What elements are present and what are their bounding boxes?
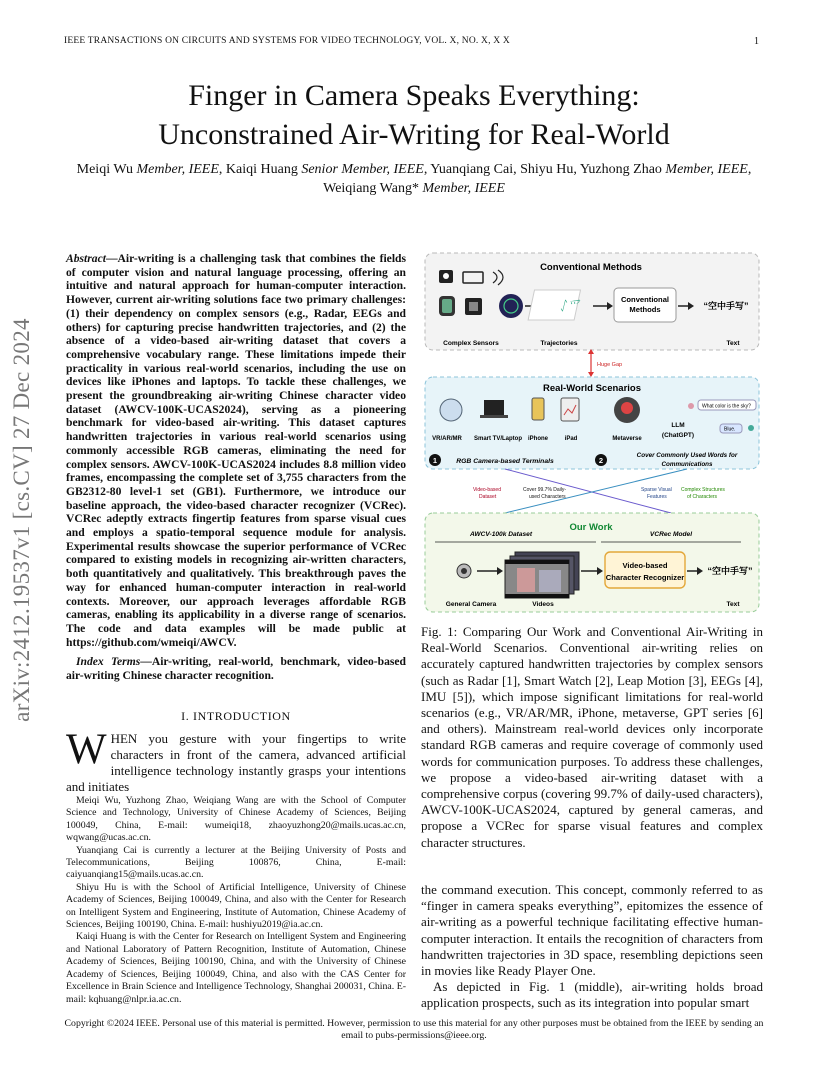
dataset-label: AWCV-100k Dataset <box>469 531 533 538</box>
video-frames <box>505 552 579 598</box>
intro-text: you gesture with your fingertips to write characters in front of the camera, advanced artificial intelligence technology instantly grasps your intentions and initiates <box>66 731 406 794</box>
laptop-icon <box>484 400 504 415</box>
recognizer-box <box>605 552 685 588</box>
drop-cap: W <box>66 726 107 773</box>
page-number: 1 <box>754 36 759 47</box>
device-label-metaverse: Metaverse <box>612 436 642 442</box>
iphone-icon <box>532 398 544 420</box>
abstract-text: —Air-writing is a challenging task that combines the fields of computer vision and natural language processing, offering an intuitive and natural approach for human-computer interaction. However, current air-writing solutions face two primary challenges: (1) their dependency on complex sensors (e.g., Radar, EEGs and others) for capturing precise handwritten trajectories, and (2) the absence of a video-based air-writing dataset that covers a comprehensive vocabulary range. These limitations impede their practicality in various real-world scenarios, including the use on devices like iPhones and laptops. To tackle these challenges, we present the groundbreaking air-writing Chinese character video dataset (AWCV-100K-UCAS2024), serving as a pioneering benchmark for video-based air-writing. This dataset captures handwritten trajectories in various real-world scenarios using commonly accessible RGB cameras, eliminating the need for complex sensors. AWCV-100K-UCAS2024 includes 8.8 million video frames, encompassing the complete set of 3,755 characters from the GB2312-80 level-1 set (GB1). Furthermore, we introduce our baseline approach, the video-based character recognizer (VCRec). VCRec adeptly extracts fingertip features from sparse visual cues and employs a spatio-temporal sequence module for analysis. Experimental results showcase the superior performance of VCRec compared to existing models in recognizing air-written characters, both quantitatively and qualitatively. This breakthrough paves the way for enhanced human-computer interaction in real-world contexts. Moreover, our approach leverages affordable RGB cameras, enabling its applicability in a diverse range of scenarios. The code and data examples will be made public at https://github.com/wmeiqi/AWCV. <box>66 252 406 649</box>
abstract <box>66 252 406 649</box>
trajectories-label: Trajectories <box>540 340 578 347</box>
svg-text:Communications: Communications <box>661 461 713 468</box>
title-line-1: Finger in Camera Speaks Everything: <box>188 79 640 112</box>
device-label-vr: VR/AR/MR <box>432 436 462 442</box>
link-label-sparse: Sparse Visual <box>641 487 672 493</box>
svg-text:2: 2 <box>598 456 604 465</box>
complex-sensors-label: Complex Sensors <box>443 340 499 347</box>
device-label-ipad: iPad <box>564 436 578 442</box>
conventional-text-label: Text <box>726 340 740 347</box>
author-list: Meiqi Wu Member, IEEE, Kaiqi Huang Senior Member, IEEE, Yuanqiang Cai, Shiyu Hu, Yuzhong Zhao Member, IEEE, Weiqiang Wang* Member, IEEE <box>76 162 752 196</box>
chat-question: What color is the sky? <box>702 403 751 410</box>
copyright-notice: Copyright ©2024 IEEE. Personal use of this material is permitted. However, permission to use this material for any other purposes must be obtained from the IEEE by sending an email to pubs-permissions@ieee.org. <box>64 1018 764 1041</box>
device-label-llm: LLM <box>671 422 685 429</box>
index-terms-text: —Air-writing, real-world, benchmark, video-based air-writing Chinese character recognition. <box>66 655 406 682</box>
footnote: Shiyu Hu is with the School of Artificial Intelligence, University of Chinese Academy of Sciences, Beijing 100049, China, and also with the Center for Research on Intelligent System and Engineering, Institute of Automation, Chinese Academy of Sciences, Beijing 100190, China. E-mail: hushiyu2019@ia.ac.cn. <box>66 881 406 931</box>
paragraph: As depicted in Fig. 1 (middle), air-writing holds broad application prospects, such as its integration into popular smart <box>421 979 763 1011</box>
link-label-video-dataset: Video-based <box>473 487 501 493</box>
footnote: Kaiqi Huang is with the Center for Research on Intelligent System and Engineering and National Laboratory of Pattern Recognition, Institute of Automation, Chinese Academy of Sciences, Beijing 100190, China, and with the University of Chinese Academy of Sciences, Beijing 100049, China, and also with the CAS Center for Excellence in Brain Science and Intelligence Technology, Shanghai 200031, China. E-mail: kqhuang@nlpr.ia.ac.cn. <box>66 931 406 1005</box>
footnote: Meiqi Wu, Yuzhong Zhao, Weiqiang Wang are with the School of Computer Science and Technology, University of Chinese Academy of Sciences, Beijing 100049, China, E-mail: wumeiqi18, zhaoyuzhong20@mails.ucas.ac.cn, wqwang@ucas.ac.cn. <box>66 795 406 844</box>
bot-avatar-icon <box>748 425 754 431</box>
eeg-sensor-icon <box>499 294 523 318</box>
svg-text:Dataset: Dataset <box>479 494 497 500</box>
model-label: VCRec Model <box>649 531 693 538</box>
huge-gap-label: Huge Gap <box>597 362 623 368</box>
chat-answer: Blue. <box>724 426 736 433</box>
item-2-label-line-1: Cover Commonly Used Words for <box>636 452 738 459</box>
realworld-title: Real-World Scenarios <box>542 383 642 394</box>
index-terms-label: Index Terms <box>76 655 141 668</box>
intro-first-word: HEN <box>110 731 138 746</box>
device-label-laptop: Smart TV/Laptop <box>473 436 523 442</box>
link-label-structures: Complex Structures <box>681 487 725 493</box>
link-label-coverage: Cover 99.7% Daily- <box>523 487 567 493</box>
trajectory-glyph: ᛇ爫 <box>559 298 580 313</box>
abstract-label: Abstract <box>66 252 106 265</box>
title-line-2: Unconstrained Air-Writing for Real-World <box>158 118 670 151</box>
user-avatar-icon <box>688 403 694 409</box>
right-column-text <box>421 882 763 1012</box>
running-head: IEEE TRANSACTIONS ON CIRCUITS AND SYSTEMS FOR VIDEO TECHNOLOGY, VOL. X, NO. X, X X <box>64 36 510 46</box>
conventional-title: Conventional Methods <box>540 262 642 273</box>
footnote: Yuanqiang Cai is currently a lecturer at the Beijing University of Posts and Telecommunications, Beijing 100876, China, E-mail: caiyuanqiang15@mails.ucas.ac.cn. <box>66 844 406 881</box>
vr-headset-icon <box>440 399 462 421</box>
device-label-iphone: iPhone <box>527 436 549 442</box>
ipad-icon <box>561 398 579 421</box>
svg-text:of Characters: of Characters <box>687 494 718 500</box>
conventional-output: “空中手写” <box>703 301 749 311</box>
svg-text:Character Recognizer: Character Recognizer <box>605 573 685 582</box>
item-1-label: RGB Camera-based Terminals <box>456 458 554 465</box>
camera-label: General Camera <box>445 601 497 608</box>
videos-label: Videos <box>532 601 554 608</box>
paper-title <box>64 76 764 154</box>
figure-1 <box>421 250 763 616</box>
recognizer-label-line-1: Video-based <box>622 561 668 570</box>
svg-text:(ChatGPT): (ChatGPT) <box>661 432 695 439</box>
index-terms <box>66 655 406 682</box>
svg-text:used Characters: used Characters <box>529 494 566 500</box>
ourwork-title: Our Work <box>569 522 613 533</box>
svg-text:Methods: Methods <box>629 305 661 314</box>
arxiv-sidebar <box>0 285 44 755</box>
intro-paragraph <box>66 726 406 795</box>
figure-caption: Fig. 1: Comparing Our Work and Conventional Air-Writing in Real-World Scenarios. Conventional air-writing relies on accurately captured handwritten trajectories by complex sensors (such as Radar [1], Smart Watch [2], Leap Motion [3], EEGs [4], IMU [5]), which impose significant limitations for real-world scenarios (e.g., VR/AR/MR, iPhone, metaverse, GPT series [6] and others). Mainstream real-world devices only incorporate standard RGB cameras and require coverage of commonly used words for communication purposes. To address these challenges, we propose a video-based air-writing dataset with a comprehensive corpus (covering 99.7% of daily-used characters), AWCV-100K-UCAS2024, captured by general cameras, and propose a VCRec for sparse visual features and complex character structures. <box>421 624 763 850</box>
svg-text:Features: Features <box>647 494 667 500</box>
section-heading: I. INTRODUCTION <box>181 709 291 723</box>
affiliation-footnotes <box>66 795 406 1006</box>
conventional-method-label: Conventional <box>620 295 670 304</box>
ourwork-text-label: Text <box>726 601 740 608</box>
arxiv-identifier: arXiv:2412.19537v1 [cs.CV] 27 Dec 2024 <box>9 318 34 722</box>
ourwork-output: “空中手写” <box>707 566 753 576</box>
paragraph: the command execution. This concept, commonly referred to as “finger in camera speaks everything”, epitomizes the essence of air-writing as a powerful technique facilitating effective human-computer interaction. It entails the recognition of characters from handwritten trajectories in 3D space, resembling depictions seen in movies like Ready Player One. <box>421 882 763 979</box>
svg-text:1: 1 <box>432 456 438 465</box>
